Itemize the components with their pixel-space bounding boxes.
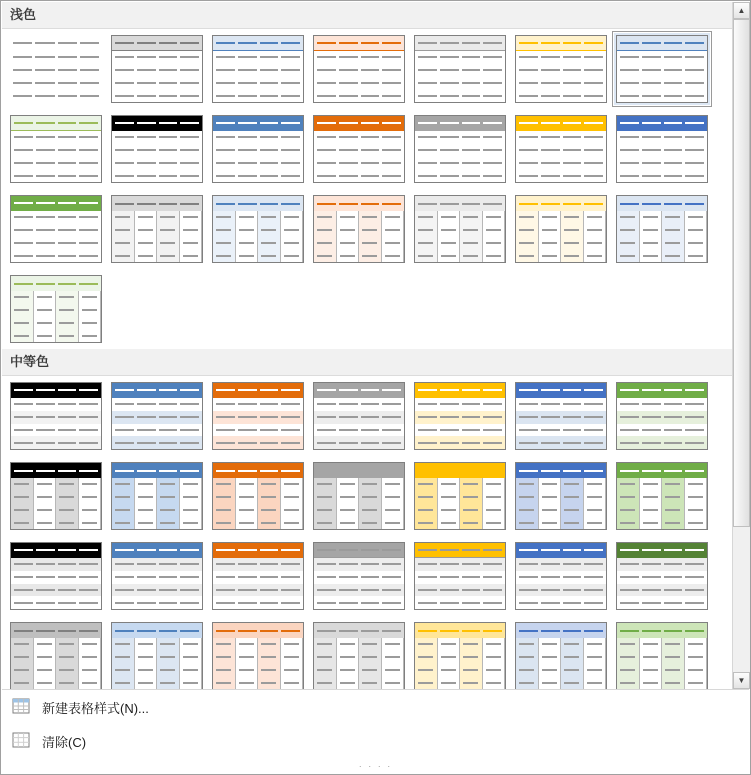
table-style-preview [515,115,607,183]
table-style-preview [212,115,304,183]
table-style-item[interactable] [612,31,712,107]
table-style-preview [616,382,708,450]
table-style-item[interactable] [208,538,308,614]
style-row [2,536,732,616]
table-style-preview [616,115,708,183]
table-style-preview [111,195,203,263]
table-style-item[interactable] [410,378,510,454]
table-style-preview [10,382,102,450]
table-style-preview [212,462,304,530]
table-style-item[interactable] [6,111,106,187]
style-row [2,376,732,456]
table-style-item[interactable] [511,191,611,267]
table-style-item[interactable] [208,458,308,534]
table-style-preview [313,542,405,610]
table-style-preview [10,542,102,610]
table-style-preview [414,462,506,530]
table-style-preview [515,622,607,689]
table-style-item[interactable] [511,111,611,187]
table-style-item[interactable] [309,458,409,534]
table-style-item[interactable] [208,31,308,107]
gallery-scroll-content [2,2,732,689]
table-style-item[interactable] [107,378,207,454]
table-style-item[interactable] [208,111,308,187]
section-header-light: 浅色 [2,2,732,29]
table-style-item[interactable] [511,378,611,454]
table-style-preview [313,382,405,450]
scroll-down-arrow-icon[interactable]: ▼ [733,672,750,689]
table-style-item[interactable] [208,378,308,454]
table-style-item[interactable] [612,191,712,267]
table-style-item[interactable] [107,538,207,614]
table-style-item[interactable] [107,31,207,107]
table-style-preview [111,542,203,610]
table-style-item[interactable] [511,31,611,107]
table-style-item[interactable] [511,538,611,614]
table-style-preview [616,35,708,103]
style-row [2,189,732,269]
table-style-item[interactable] [6,538,106,614]
table-style-item[interactable] [309,191,409,267]
table-style-preview [616,195,708,263]
table-style-item[interactable] [6,618,106,689]
table-style-preview [212,382,304,450]
style-row [2,29,732,109]
table-style-preview [10,115,102,183]
table-style-item[interactable] [612,111,712,187]
table-style-preview [10,275,102,343]
table-style-preview [111,462,203,530]
table-style-item[interactable] [309,378,409,454]
table-style-preview [515,195,607,263]
table-style-item[interactable] [309,31,409,107]
table-style-item[interactable] [410,538,510,614]
table-style-preview [313,462,405,530]
vertical-scrollbar[interactable] [732,2,749,689]
table-style-item[interactable] [208,618,308,689]
table-style-item[interactable] [511,618,611,689]
table-style-preview [212,622,304,689]
table-style-item[interactable] [6,191,106,267]
table-style-item[interactable] [511,458,611,534]
gallery-footer [2,689,749,773]
table-style-item[interactable] [612,378,712,454]
table-style-item[interactable] [612,538,712,614]
table-style-preview [111,115,203,183]
table-style-preview [212,542,304,610]
table-style-item[interactable] [410,31,510,107]
table-style-item[interactable] [208,191,308,267]
table-style-preview [414,115,506,183]
style-row [2,456,732,536]
table-style-item[interactable] [309,111,409,187]
scroll-up-arrow-icon[interactable]: ▲ [733,2,750,19]
table-style-preview [10,462,102,530]
table-style-item[interactable] [107,111,207,187]
table-style-preview [111,35,203,103]
table-style-item[interactable] [309,618,409,689]
table-style-item[interactable] [107,191,207,267]
table-style-item[interactable] [309,538,409,614]
table-style-preview [313,115,405,183]
table-style-preview [212,35,304,103]
style-row [2,616,732,689]
table-style-preview [414,382,506,450]
table-style-item[interactable] [410,618,510,689]
scrollbar-track[interactable] [733,19,750,672]
table-style-preview [414,622,506,689]
table-style-item[interactable] [107,618,207,689]
table-style-item[interactable] [410,191,510,267]
style-row [2,269,732,349]
table-style-preview [313,35,405,103]
table-style-preview [616,622,708,689]
table-style-preview [414,195,506,263]
table-style-item[interactable] [6,378,106,454]
new-table-style-command[interactable] [2,690,749,724]
table-style-item[interactable] [6,31,106,107]
table-style-preview [414,542,506,610]
table-style-item[interactable] [612,458,712,534]
table-style-preview [616,542,708,610]
table-style-preview [515,35,607,103]
table-style-preview [313,195,405,263]
table-style-preview [10,195,102,263]
table-style-preview [414,35,506,103]
table-style-preview [313,622,405,689]
table-style-preview [10,622,102,689]
table-style-item[interactable] [410,458,510,534]
table-style-preview [10,35,102,103]
table-style-item[interactable] [612,618,712,689]
clear-label: 清除(C) [42,734,87,750]
table-style-preview [616,462,708,530]
new-table-style-icon [12,698,32,716]
resize-grip[interactable]: · · · · [358,761,393,771]
style-row [2,109,732,189]
scrollbar-thumb[interactable] [733,19,750,527]
clear-table-style-icon [12,732,32,750]
new-table-style-label: 新建表格样式(N)... [42,700,149,716]
table-style-preview [212,195,304,263]
table-style-preview [515,462,607,530]
section-header-medium: 中等色 [2,349,732,376]
table-style-item[interactable] [410,111,510,187]
table-style-preview [515,382,607,450]
table-style-preview [515,542,607,610]
table-style-item[interactable] [107,458,207,534]
table-style-preview [111,382,203,450]
table-style-preview [111,622,203,689]
clear-command[interactable] [2,724,749,758]
table-style-item[interactable] [6,458,106,534]
table-style-item[interactable] [6,271,106,347]
